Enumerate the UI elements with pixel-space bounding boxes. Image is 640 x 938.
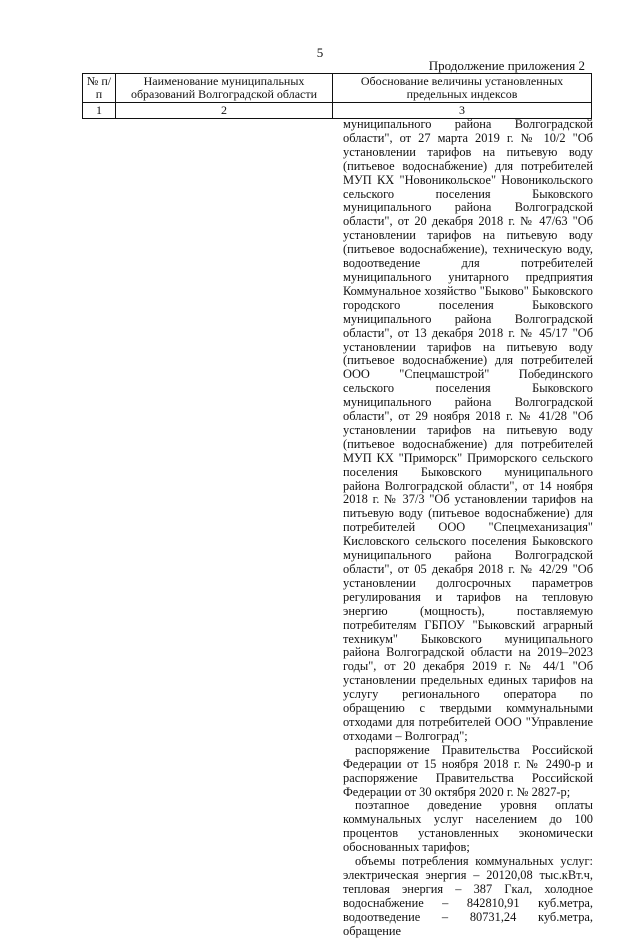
table-header-row	[83, 74, 592, 103]
column-number-2: 2	[116, 103, 333, 119]
header-table	[82, 73, 592, 119]
paragraph-resolutions: муниципального района Волгоградской области", от 27 марта 2019 г. № 10/2 "Об установлении тарифов на питьевую воду (питьевое водоснабжение) для потребителей МУП КХ "Новоникольское" Новоникольского сельского поселения Быковского муниципального района Волгоградской области", от 20 декабря 2018 г. № 47/63 "Об установлении тарифов на питьевую воду (питьевое водоснабжение), техническую воду, водоотведение для потребителей муниципального унитарного предприятия Коммунальное хозяйство "Быково" Быковского городского поселения Быковского муниципального района Волгоградской области", от 13 декабря 2018 г. № 45/17 "Об установлении тарифов на питьевую воду (питьевое водоснабжение) для потребителей ООО "Спецмашстрой" Побединского сельского поселения Быковского муниципального района Волгоградской области", от 29 ноября 2018 г. № 41/28 "Об установлении тарифов на питьевую воду (питьевое водоснабжение) для потребителей МУП КХ "Приморск" Приморского сельского поселения Быковского муниципального района Волгоградской области", от 14 ноября 2018 г. № 37/3 "Об установлении тарифов на питьевую воду (питьевое водоснабжение) для потребителей ООО "Спецмеханизация" Кисловского сельского поселения Быковского муниципального района Волгоградской области", от 05 декабря 2018 г. № 42/29 "Об установлении долгосрочных параметров регулирования и тарифов на тепловую энергию (мощность), поставляемую потребителям ГБПОУ "Быковский аграрный техникум" Быковского муниципального района Волгоградской области на 2019–2023 годы", от 20 декабря 2019 г. № 44/1 "Об установлении предельных единых тарифов на услугу регионального оператора по обращению с твердыми коммунальными отходами для потребителей ООО "Управление отходами – Волгоград";	[343, 117, 593, 743]
paragraph-consumption-volumes: объемы потребления коммунальных услуг: электрическая энергия – 20120,08 тыс.кВт.ч, тепловая энергия – 387 Гкал, холодное водоснабжение – 842810,91 куб.метра, водоотведение – 80731,24 куб.метра, обращение	[343, 854, 593, 938]
column-header-justification: Обоснование величины установленных предельных индексов	[333, 74, 592, 103]
column-header-number: № п/п	[83, 74, 116, 103]
column-number-1: 1	[83, 103, 116, 119]
paragraph-payment-level: поэтапное доведение уровня оплаты коммунальных услуг населением до 100 процентов установленных экономически обоснованных тарифов;	[343, 798, 593, 855]
column-header-municipality: Наименование муниципальных образований Волгоградской области	[116, 74, 333, 103]
column-number-3: 3	[333, 103, 592, 119]
page-number: 5	[316, 45, 324, 60]
continuation-label: Продолжение приложения 2	[428, 58, 585, 73]
justification-text	[343, 118, 593, 938]
paragraph-government-orders: распоряжение Правительства Российской Федерации от 15 ноября 2018 г. № 2490-р и распоряжение Правительства Российской Федерации от 30 октября 2020 г. № 2827-р;	[343, 742, 593, 799]
